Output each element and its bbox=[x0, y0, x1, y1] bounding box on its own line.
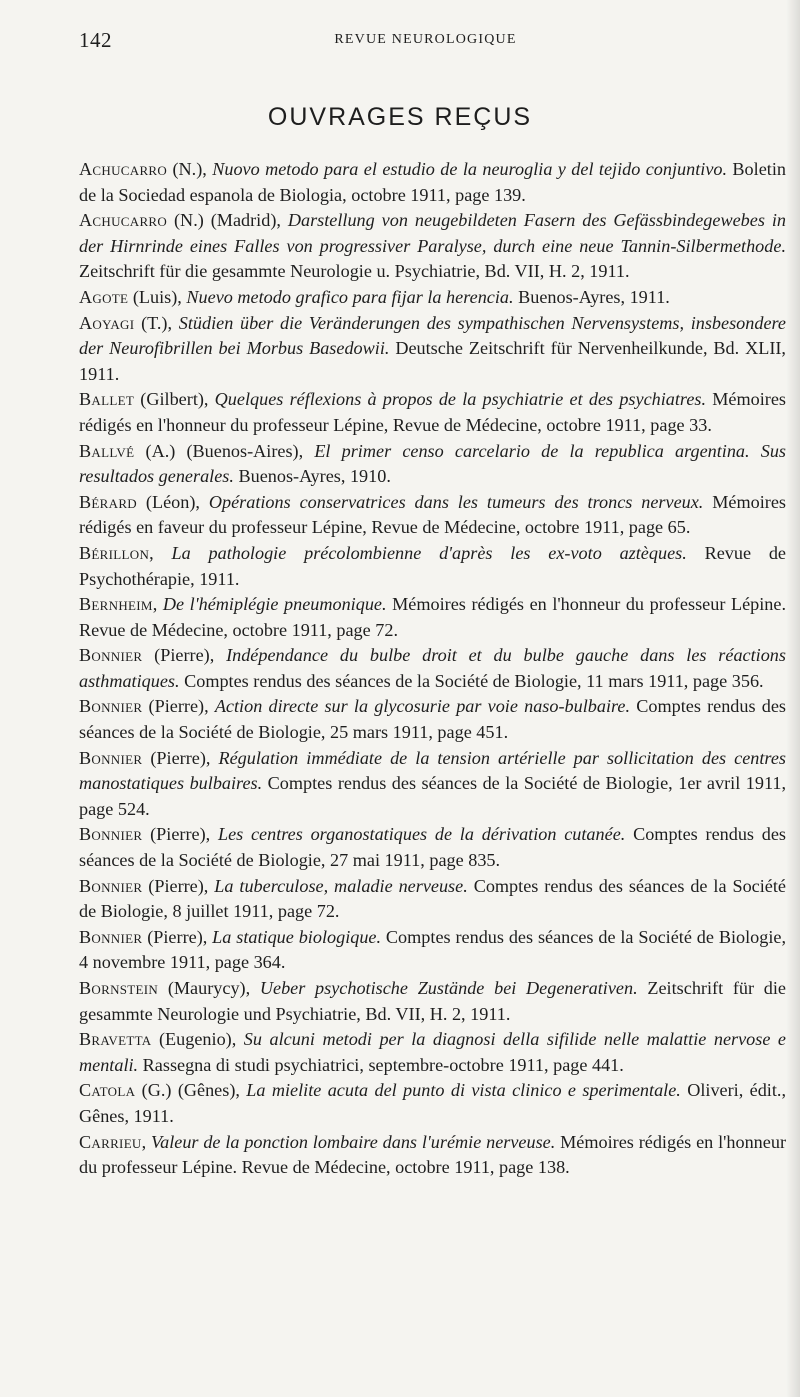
entry-author: Bernheim bbox=[79, 594, 153, 615]
entry-initials: , bbox=[152, 594, 163, 615]
entry-title: La tuberculose, maladie nerveuse. bbox=[214, 875, 468, 896]
entry-author: Bonnier bbox=[79, 696, 143, 717]
entry-initials: (Pierre), bbox=[142, 824, 218, 845]
bibliography-entry bbox=[79, 976, 786, 1027]
entry-initials: (A.) (Buenos-Aires), bbox=[134, 440, 315, 461]
entry-initials: (Luis), bbox=[128, 286, 187, 307]
bibliography-entry bbox=[79, 387, 786, 438]
bibliography-entry bbox=[79, 746, 786, 823]
entry-details: Comptes rendus des séances de la Société de Biologie, 25 mars 1911, page 451. bbox=[79, 696, 787, 743]
entry-details: Comptes rendus des séances de la Société de Biologie, 4 novembre 1911, page 364. bbox=[79, 926, 787, 973]
entry-title: Les centres organostatiques de la dérivation cutanée. bbox=[217, 824, 626, 845]
entry-initials: , bbox=[141, 1131, 152, 1152]
entry-initials: (G.) (Gênes), bbox=[135, 1080, 247, 1101]
entry-title: Nuovo metodo para el estudio de la neuroglia y del tejido conjuntivo. bbox=[212, 159, 728, 179]
entry-details: Mémoires rédigés en l'honneur du professeur Lépine. Revue de Médecine, octobre 1911, page 138. bbox=[79, 1131, 786, 1178]
entry-details: Zeitschrift für die gesammte Neurologie und Psychiatrie, Bd. VII, H. 2, 1911. bbox=[79, 978, 786, 1024]
entry-initials: (Pierre), bbox=[142, 696, 215, 717]
entry-details: Comptes rendus des séances de la Société de Biologie, 8 juillet 1911, page 72. bbox=[79, 875, 786, 922]
entry-title: Nuevo metodo grafico para fijar la herencia. bbox=[186, 286, 514, 307]
entry-initials: (Léon), bbox=[137, 491, 209, 512]
entry-title: Indépendance du bulbe droit et du bulbe gauche dans les réactions asthmatiques. bbox=[79, 645, 786, 691]
entry-initials: (T.), bbox=[134, 312, 179, 333]
entry-title: Action directe sur la glycosurie par voie naso-bulbaire. bbox=[214, 696, 631, 717]
entry-title: Quelques réflexions à propos de la psychiatrie et des psychiatres. bbox=[214, 389, 707, 410]
bibliography-entry bbox=[79, 694, 786, 745]
entry-author: Ballet bbox=[79, 389, 135, 410]
bibliography-entry bbox=[79, 541, 786, 592]
entry-title: Su alcuni metodi per la diagnosi della sifilide nelle malattie nervose e mentali. bbox=[79, 1029, 786, 1075]
entry-author: Aoyagi bbox=[79, 312, 135, 333]
bibliography-list bbox=[79, 157, 786, 1181]
entry-author: Carrieu bbox=[79, 1131, 142, 1152]
entry-title: La mielite acuta del punto di vista clinico e sperimentale. bbox=[246, 1080, 681, 1101]
entry-details: Boletin de la Sociedad espanola de Biologia, octobre 1911, page 139. bbox=[79, 159, 786, 205]
entry-author: Bérillon bbox=[79, 542, 150, 563]
page-header bbox=[79, 28, 772, 52]
entry-title: De l'hémiplégie pneumonique. bbox=[162, 594, 387, 615]
entry-details: Zeitschrift für die gesammte Neurologie u. Psychiatrie, Bd. VII, H. 2, 1911. bbox=[79, 261, 630, 282]
entry-author: Bravetta bbox=[79, 1029, 152, 1050]
bibliography-entry bbox=[79, 643, 786, 694]
bibliography-entry bbox=[79, 311, 786, 388]
entry-title: Stüdien über die Veränderungen des sympathischen Nervensystems, insbesondere der Neurofibrillen bei Morbus Basedowii. bbox=[79, 312, 786, 359]
entry-title: La pathologie précolombienne d'après les ex-voto aztèques. bbox=[171, 542, 687, 563]
entry-initials: (N.) (Madrid), bbox=[167, 210, 288, 231]
bibliography-entry bbox=[79, 1130, 786, 1181]
entry-details: Buenos-Ayres, 1910. bbox=[233, 466, 391, 487]
entry-author: Achucarro bbox=[79, 210, 168, 231]
entry-details: Mémoires rédigés en faveur du professeur Lépine, Revue de Médecine, octobre 1911, page 65. bbox=[79, 491, 787, 538]
entry-title: Valeur de la ponction lombaire dans l'urémie nerveuse. bbox=[151, 1131, 556, 1152]
entry-details: Oliveri, édit., Gênes, 1911. bbox=[79, 1080, 786, 1126]
entry-author: Ballvé bbox=[79, 440, 135, 461]
entry-initials: (Maurycy), bbox=[158, 978, 260, 998]
entry-details: Comptes rendus des séances de la Société de Biologie, 27 mai 1911, page 835. bbox=[79, 824, 787, 871]
entry-details: Deutsche Zeitschrift für Nervenheilkunde, Bd. XLII, 1911. bbox=[79, 338, 786, 384]
bibliography-entry bbox=[79, 874, 786, 925]
entry-title: Darstellung von neugebildeten Fasern des Gefässbindegewebes in der Hirnrinde eines Falles von progressiver Paralyse, durch eine neue Tannin-Silbermethode. bbox=[79, 210, 786, 256]
entry-author: Bonnier bbox=[79, 747, 143, 768]
running-head: REVUE NEUROLOGIQUE bbox=[334, 32, 517, 47]
entry-author: Catola bbox=[79, 1080, 136, 1101]
section-title: OUVRAGES REÇUS bbox=[267, 103, 533, 131]
entry-initials: (Gilbert), bbox=[134, 389, 215, 410]
entry-title: El primer censo carcelario de la republica argentina. Sus resultados generales. bbox=[79, 440, 787, 487]
entry-details: Buenos-Ayres, 1911. bbox=[513, 286, 670, 307]
page-edge-shadow bbox=[786, 0, 800, 1397]
entry-initials: (Eugenio), bbox=[151, 1029, 244, 1050]
entry-author: Bonnier bbox=[79, 824, 143, 845]
entry-initials: (N.), bbox=[167, 159, 213, 179]
bibliography-entry bbox=[79, 1027, 786, 1078]
entry-details: Rassegna di studi psychiatrici, septembre-octobre 1911, page 441. bbox=[138, 1054, 624, 1075]
bibliography-entry bbox=[79, 822, 786, 873]
bibliography-entry bbox=[79, 1078, 786, 1129]
entry-details: Comptes rendus des séances de la Société de Biologie, 1er avril 1911, page 524. bbox=[79, 773, 787, 819]
entry-details: Mémoires rédigés en l'honneur du professeur Lépine. Revue de Médecine, octobre 1911, page 72. bbox=[79, 594, 786, 640]
bibliography-entry bbox=[79, 592, 786, 643]
entry-author: Bonnier bbox=[79, 645, 143, 666]
entry-title: Opérations conservatrices dans les tumeurs des troncs nerveux. bbox=[208, 491, 704, 512]
entry-title: Régulation immédiate de la tension artérielle par sollicitation des centres manostatiques bulbaires. bbox=[79, 747, 786, 794]
entry-title: La statique biologique. bbox=[212, 926, 382, 947]
bibliography-entry bbox=[79, 439, 786, 490]
entry-initials: (Pierre), bbox=[142, 926, 213, 947]
bibliography-entry bbox=[79, 208, 786, 285]
entry-author: Achucarro bbox=[79, 159, 168, 179]
entry-initials: (Pierre), bbox=[142, 747, 219, 768]
entry-author: Bonnier bbox=[79, 926, 143, 947]
bibliography-entry bbox=[79, 285, 786, 311]
entry-initials: (Pierre), bbox=[142, 645, 227, 666]
entry-details: Mémoires rédigés en l'honneur du professeur Lépine, Revue de Médecine, octobre 1911, page 33. bbox=[79, 389, 786, 435]
entry-author: Agote bbox=[79, 286, 129, 307]
page-number: 142 bbox=[79, 28, 112, 52]
bibliography-entry bbox=[79, 925, 786, 976]
bibliography-entry bbox=[79, 157, 786, 208]
entry-details: Revue de Psychothérapie, 1911. bbox=[79, 542, 786, 589]
entry-author: Bonnier bbox=[79, 875, 143, 896]
entry-title: Ueber psychotische Zustände bei Degenerativen. bbox=[259, 978, 638, 998]
entry-author: Bérard bbox=[79, 491, 137, 512]
entry-initials: , bbox=[149, 542, 172, 563]
entry-initials: (Pierre), bbox=[142, 875, 215, 896]
entry-details: Comptes rendus des séances de la Société de Biologie, 11 mars 1911, page 356. bbox=[179, 670, 764, 691]
bibliography-entry bbox=[79, 490, 786, 541]
entry-author: Bornstein bbox=[79, 978, 159, 998]
